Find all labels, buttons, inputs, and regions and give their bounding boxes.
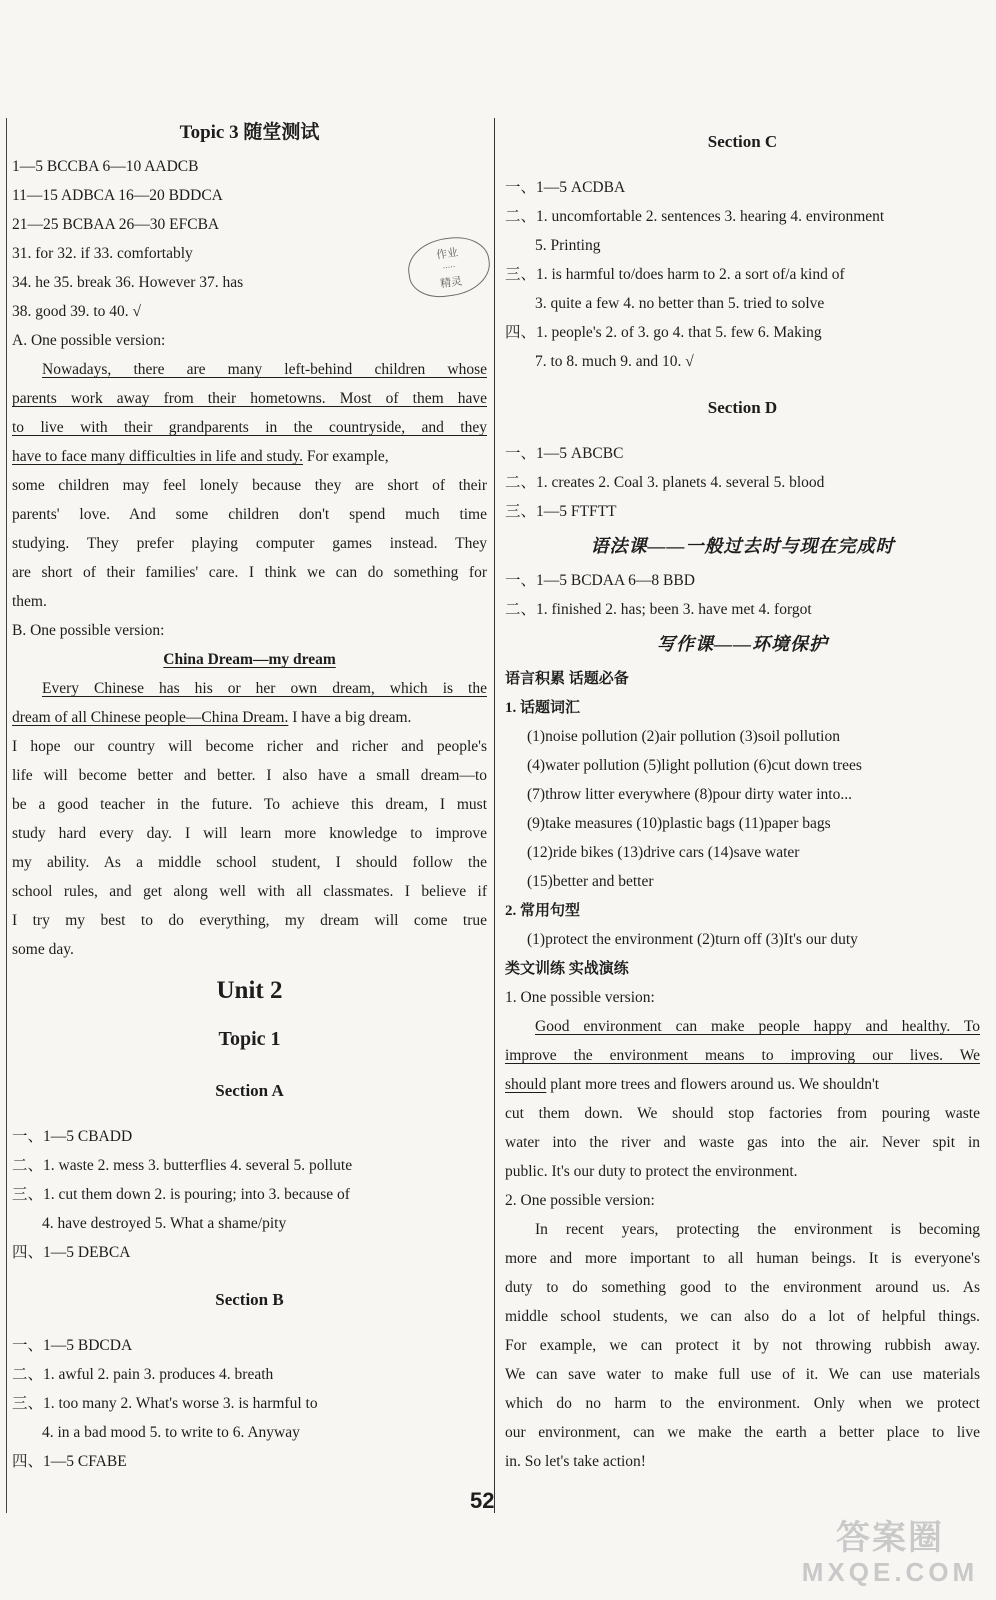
essay-text: plant more trees and flowers around us. We shouldn't [546,1076,880,1093]
answer-line: 一、1—5 ABCBC [505,445,624,462]
essay-b-title: China Dream—my dream [163,651,336,668]
essay-underlined: should [505,1076,547,1093]
column-divider [494,118,495,1513]
vocab-line: (12)ride bikes (13)drive cars (14)save water [527,844,800,861]
essay-line: my ability. As a middle school student, I should follow the [12,854,487,871]
answer-line: 一、1—5 BCDAA 6—8 BBD [505,572,695,589]
essay-line: parents work away from their hometowns. Most of them have [12,390,487,407]
unit-title: Unit 2 [216,977,283,1004]
essay-line: are short of their families' care. I think we can do something for [12,564,487,581]
answer-line: 3. quite a few 4. no better than 5. tried to solve [535,295,825,312]
essay-line: duty to do something good to the environment around us. As [505,1279,980,1296]
answer-line: 7. to 8. much 9. and 10. √ [535,353,694,370]
grammar-title: 语法课——一般过去时与现在完成时 [590,536,895,556]
answer-line: 5. Printing [535,237,601,254]
answer-line: 三、1. too many 2. What's worse 3. is harmful to [12,1395,318,1412]
essay-line: Good environment can make people happy and healthy. To [535,1018,980,1035]
answer-line: 三、1. is harmful to/does harm to 2. a sort of/a kind of [505,266,845,283]
essay-line: Every Chinese has his or her own dream, which is the [42,680,487,697]
essay-text: I have a big dream. [288,709,412,726]
essay-line: be a good teacher in the future. To achieve this dream, I must [12,796,487,813]
vocab-line: (4)water pollution (5)light pollution (6)cut down trees [527,757,862,774]
answer-line: 31. for 32. if 33. comfortably [12,245,193,262]
essay-line: We can save water to make full use of it. We can use materials [505,1366,980,1383]
essay-line: our environment, can we make the earth a better place to live [505,1424,980,1441]
vocab-line: (7)throw litter everywhere (8)pour dirty water into... [527,786,852,803]
essay-line [12,707,487,731]
answer-line: 一、1—5 ACDBA [505,179,626,196]
writing-title: 写作课——环境保护 [657,634,828,654]
essay-line [505,1074,980,1098]
essay-line: improve the environment means to improving our lives. We [505,1047,980,1064]
essay-line: studying. They prefer playing computer games instead. They [12,535,487,552]
essay-line: some day. [12,941,74,958]
essay-line: parents' love. And some children don't spend much time [12,506,487,523]
vocab-subheading: 1. 话题词汇 [505,700,581,716]
version-1-label: 1. One possible version: [505,989,655,1006]
essay-line: life will become better and better. I also have a small dream—to [12,767,487,784]
essay-line: In recent years, protecting the environment is becoming [535,1221,980,1238]
essay-line: public. It's our duty to protect the environment. [505,1163,798,1180]
essay-line: For example, we can protect it by not throwing rubbish away. [505,1337,980,1354]
left-column [12,0,487,1600]
section-d-title: Section D [707,398,778,417]
answer-line: 二、1. finished 2. has; been 3. have met 4. forgot [505,601,812,618]
essay-line [12,446,487,470]
topic1-title: Topic 1 [218,1028,281,1050]
answer-line: 三、1. cut them down 2. is pouring; into 3. because of [12,1186,350,1203]
essay-text: For example, [302,448,389,465]
answer-line: 二、1. uncomfortable 2. sentences 3. hearing 4. environment [505,208,885,225]
essay-line: cut them down. We should stop factories from pouring waste [505,1105,980,1122]
essay-line: middle school students, we can also do a lot of helpful things. [505,1308,980,1325]
vocab-heading: 语言积累 话题必备 [505,671,629,687]
section-c-title: Section C [707,132,778,151]
answer-line: 1—5 BCCBA 6—10 AADCB [12,158,199,175]
answer-line: 一、1—5 BDCDA [12,1337,133,1354]
answer-line: 4. have destroyed 5. What a shame/pity [42,1215,287,1232]
practice-heading: 类文训练 实战演练 [505,961,629,977]
essay-underlined: dream of all Chinese people—China Dream. [12,709,289,726]
answer-line: 21—25 BCBAA 26—30 EFCBA [12,216,220,233]
section-a-title: Section A [215,1081,284,1100]
vocab-line: (15)better and better [527,873,654,890]
answer-line: 11—15 ADBCA 16—20 BDDCA [12,187,223,204]
essay-underlined: have to face many difficulties in life and study. [12,448,303,465]
answer-line: 二、1. awful 2. pain 3. produces 4. breath [12,1366,274,1383]
essay-line: in. So let's take action! [505,1453,646,1470]
vocab-line: (1)noise pollution (2)air pollution (3)soil pollution [527,728,840,745]
essay-line: water into the river and waste gas into the air. Never spit in [505,1134,980,1151]
essay-line: to live with their grandparents in the countryside, and they [12,419,487,436]
site-watermark: 答案圈 MXQE.COM [801,1519,979,1587]
essay-line: Nowadays, there are many left-behind children whose [42,361,487,378]
answer-line: 四、1—5 CFABE [12,1453,127,1470]
section-b-title: Section B [215,1290,284,1309]
right-column [505,0,980,1600]
version-2-label: 2. One possible version: [505,1192,655,1209]
left-margin-rule [6,118,7,1513]
answer-line: 34. he 35. break 36. However 37. has [12,274,244,291]
essay-line: which do no harm to the environment. Only when we protect [505,1395,980,1412]
page-number: 52 [470,1488,495,1513]
answer-line: 一、1—5 CBADD [12,1128,133,1145]
answer-line: 38. good 39. to 40. √ [12,303,142,320]
essay-line: I hope our country will become richer and richer and people's [12,738,487,755]
answer-line: 二、1. creates 2. Coal 3. planets 4. several 5. blood [505,474,825,491]
homework-stamp: 作业 ····· 精灵 [404,233,493,302]
essay-line: more and more important to all human beings. It is everyone's [505,1250,980,1267]
version-a-label: A. One possible version: [12,332,166,349]
essay-line: I try my best to do everything, my dream will come true [12,912,487,929]
pattern-subheading: 2. 常用句型 [505,903,581,919]
answer-line: 二、1. waste 2. mess 3. butterflies 4. several 5. pollute [12,1157,353,1174]
answer-line: 三、1—5 FTFTT [505,503,617,520]
answer-line: 4. in a bad mood 5. to write to 6. Anyway [42,1424,300,1441]
answer-line: 四、1. people's 2. of 3. go 4. that 5. few 6. Making [505,324,822,341]
essay-line: some children may feel lonely because they are short of their [12,477,487,494]
answer-line: 四、1—5 DEBCA [12,1244,131,1261]
pattern-line: (1)protect the environment (2)turn off (3)It's our duty [527,931,858,948]
topic3-title: Topic 3 随堂测试 [179,122,320,143]
essay-line: study hard every day. I will learn more knowledge to improve [12,825,487,842]
version-b-label: B. One possible version: [12,622,165,639]
vocab-line: (9)take measures (10)plastic bags (11)paper bags [527,815,831,832]
essay-line: school rules, and get along well with all classmates. I believe if [12,883,487,900]
essay-line: them. [12,593,47,610]
